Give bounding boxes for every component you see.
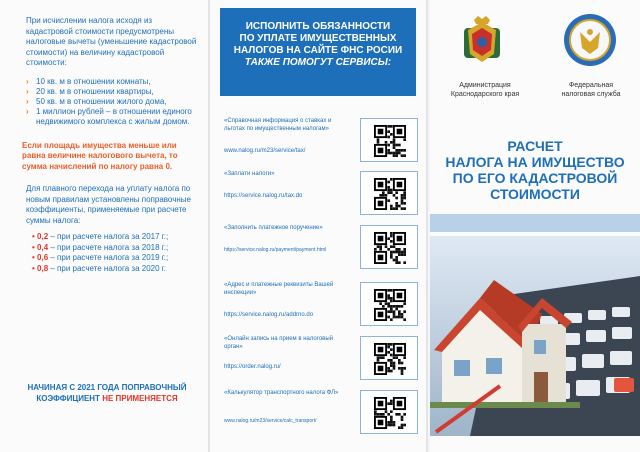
org-krasnodar-label: Администрация Краснодарского края <box>450 82 520 98</box>
coefficient-item: • 0,4 – при расчете налога за 2018 г.; <box>32 242 169 252</box>
service-url[interactable]: https://service.nalog.ru/addrno.do <box>224 312 314 318</box>
qr-code-icon[interactable] <box>360 118 418 162</box>
org-fns-label: Федеральная налоговая служба <box>561 82 621 98</box>
list-item: › 50 кв. м в отношении жилого дома, <box>26 96 167 106</box>
arrow-icon: › <box>26 106 29 116</box>
list-item: › 20 кв. м в отношении квартиры, <box>26 86 154 96</box>
fns-emblem-icon <box>562 12 618 68</box>
list-item: › 1 миллион рублей – в отношении единого недвижимого комплекса с жилым домом. <box>26 106 192 126</box>
service-url[interactable]: www.nalog.ru/m23/service/tax/ <box>224 148 306 154</box>
coefficient-item: • 0,6 – при расчете налога за 2019 г.; <box>32 253 169 262</box>
middle-panel <box>210 0 426 452</box>
right-panel <box>430 0 640 452</box>
qr-code-icon[interactable] <box>360 225 418 269</box>
services-header: ИСПОЛНИТЬ ОБЯЗАННОСТИ ПО УПЛАТЕ ИМУЩЕСТВЕННЫХ НАЛОГОВ НА САЙТЕ ФНС РОСИИ ТАКЖЕ ПОМОГУТ СЕРВИСЫ: <box>220 8 416 96</box>
qr-code-icon[interactable] <box>360 336 418 380</box>
service-payment-order[interactable]: «Заполнить платежное поручение» https://service.nalog.ru/payment/payment.html <box>222 225 418 269</box>
service-transport-calculator[interactable]: «Калькулятор транспортного налога ФЛ» www.nalog.ru/m23/service/calc_transport/ <box>222 390 418 434</box>
intro-text: При исчислении налога исходя из кадастровой стоимости предусмотрены налоговые вычеты (уменьшение кадастровой стоимости) на величину кадастровой стоимости: <box>26 16 197 67</box>
service-url[interactable]: https://service.nalog.ru/payment/payment.html <box>224 247 327 253</box>
transition-text: Для плавного перехода на уплату налога по новым правилам установлены поправочные коэффициенты, применяемые при расчете суммы налога: <box>26 184 191 225</box>
arrow-icon: › <box>26 86 29 96</box>
zero-tax-warning: Если площадь имущества меньше или равна величине налогового вычета, то сумма начислений по налогу равна 0. <box>22 140 178 171</box>
service-url[interactable]: www.nalog.ru/m23/service/calc_transport/ <box>224 418 317 424</box>
qr-code-icon[interactable] <box>360 390 418 434</box>
coefficient-item: • 0,8 – при расчете налога за 2020 г. <box>32 263 166 273</box>
house-calculator-illustration <box>430 236 640 436</box>
deductions-list <box>26 77 198 127</box>
service-inspection-address[interactable]: «Адрес и платежные реквизиты Вашей инспекции» https://service.nalog.ru/addrno.do <box>222 282 418 326</box>
service-pay-taxes[interactable]: «Заплати налоги» https://service.nalog.ru/tax.do <box>222 171 418 215</box>
brochure-title: РАСЧЕТ НАЛОГА НА ИМУЩЕСТВО ПО ЕГО КАДАСТРОВОЙ СТОИМОСТИ <box>445 138 625 202</box>
arrow-icon: › <box>26 96 29 106</box>
coefficient-item: • 0,2 – при расчете налога за 2017 г.; <box>32 232 169 241</box>
final-note: НАЧИНАЯ С 2021 ГОДА ПОПРАВОЧНЫЙ КОЭФФИЦИЕНТ НЕ ПРИМЕНЯЕТСЯ <box>27 383 187 403</box>
qr-code-icon[interactable] <box>360 171 418 215</box>
fold-divider <box>426 0 428 452</box>
qr-code-icon[interactable] <box>360 282 418 326</box>
service-reference[interactable]: «Справочная информация о ставках и льготах по имущественным налогам» www.nalog.ru/m23/service/tax/ <box>222 118 418 162</box>
logos-block <box>430 10 640 105</box>
service-url[interactable]: https://order.nalog.ru/ <box>224 364 281 370</box>
final-highlight: НЕ ПРИМЕНЯЕТСЯ <box>102 394 178 403</box>
arrow-icon: › <box>26 76 29 86</box>
service-online-appointment[interactable]: «Онлайн запись на прием в налоговый орган» https://order.nalog.ru/ <box>222 336 418 380</box>
left-panel <box>0 0 208 452</box>
krasnodar-coat-of-arms-icon <box>460 14 504 66</box>
faded-strip <box>430 214 640 232</box>
list-item: › 10 кв. м в отношении комнаты, <box>26 76 151 86</box>
service-url[interactable]: https://service.nalog.ru/tax.do <box>224 193 303 199</box>
